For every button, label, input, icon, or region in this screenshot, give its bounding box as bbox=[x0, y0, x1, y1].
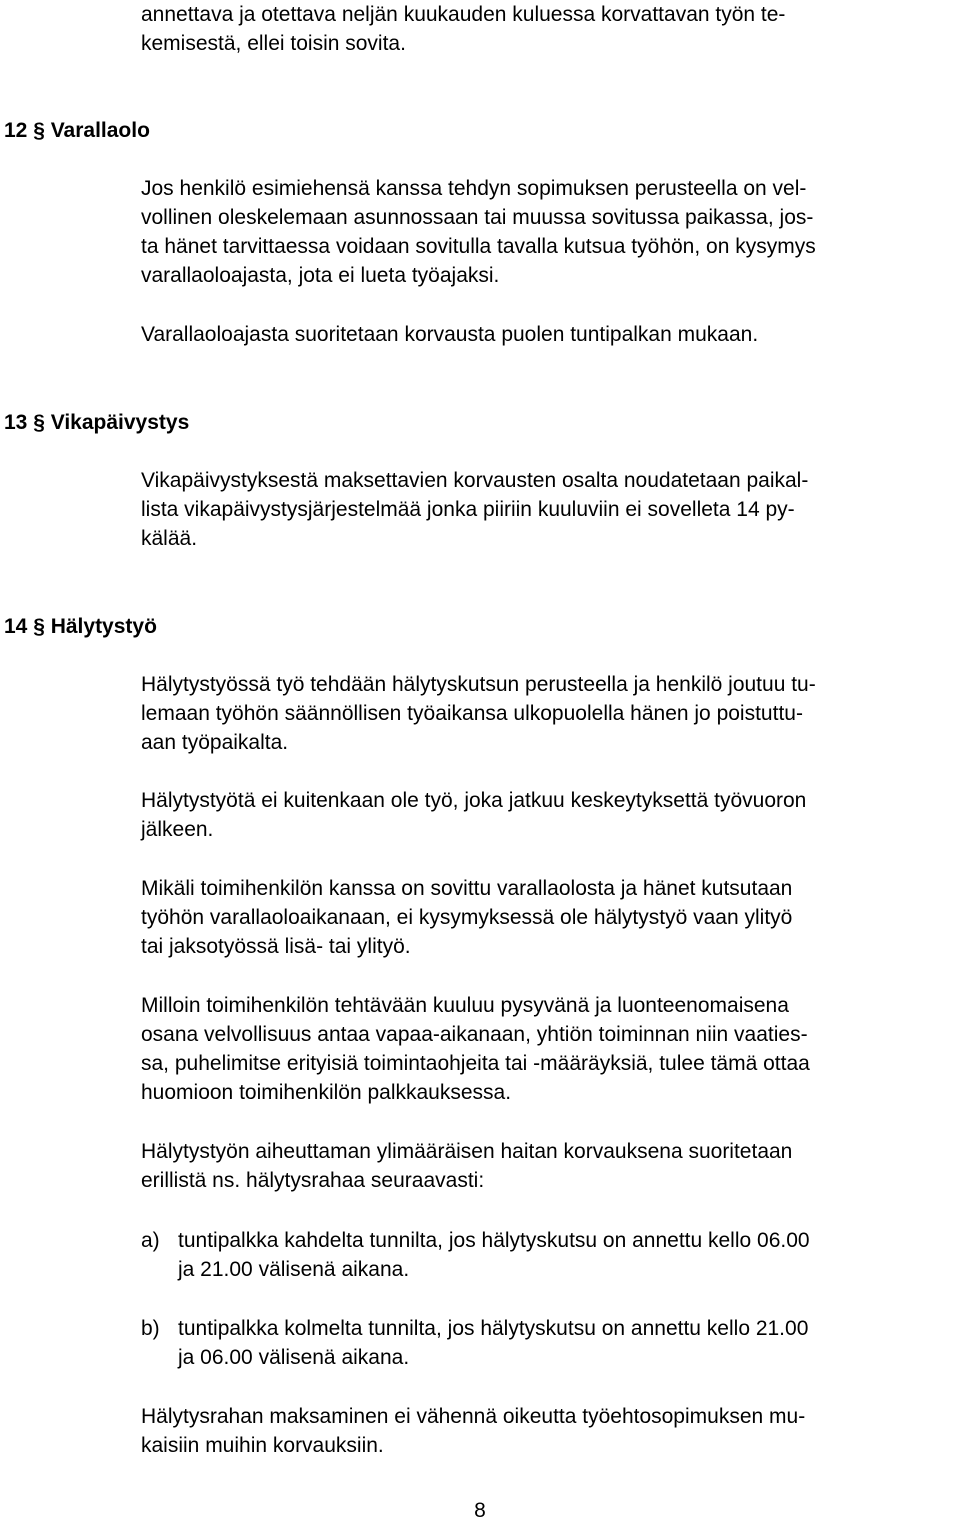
page-number: 8 bbox=[474, 1499, 486, 1522]
list-item-text: tuntipalkka kolmelta tunnilta, jos hälytyskutsu on annettu kello 21.00 ja 06.00 välisenä aikana. bbox=[178, 1317, 809, 1369]
section-heading-halytystyo: 14 § Hälytystyö bbox=[4, 615, 157, 638]
varallaolo-paragraph-2: Varallaoloajasta suoritetaan korvausta puolen tuntipalkan mukaan. bbox=[141, 323, 759, 346]
varallaolo-paragraph-1: Jos henkilö esimiehensä kanssa tehdyn sopimuksen perusteella on vel- vollinen oleskelemaan asunnossaan tai muussa sovitussa paikassa, jos- ta hänet tarvittaessa voidaan sovitulla tavalla kutsua työhön, on kysymys varallaoloajasta, jota ei lueta työajaksi. bbox=[141, 177, 816, 287]
halytystyo-paragraph-1: Hälytystyössä työ tehdään hälytyskutsun perusteella ja henkilö joutuu tu- lemaan työhön säännöllisen työaikansa ulkopuolella hänen jo poistuttu- aan työpaikalta. bbox=[141, 673, 816, 754]
vikapaivystys-paragraph-1: Vikapäivystyksestä maksettavien korvausten osalta noudatetaan paikal- lista vikapäivystysjärjestelmää jonka piiriin kuuluviin ei sovelleta 14 py- kälää. bbox=[141, 469, 809, 550]
halytystyo-closing-paragraph: Hälytysrahan maksaminen ei vähennä oikeutta työehtosopimuksen mu- kaisiin muihin korvauksiin. bbox=[141, 1405, 806, 1457]
list-marker: a) bbox=[141, 1229, 160, 1252]
intro-paragraph: annettava ja otettava neljän kuukauden kuluessa korvattavan työn te- kemisestä, ellei toisin sovita. bbox=[141, 3, 786, 55]
halytystyo-paragraph-2: Hälytystyötä ei kuitenkaan ole työ, joka jatkuu keskeytyksettä työvuoron jälkeen. bbox=[141, 789, 807, 841]
halytystyo-paragraph-3: Mikäli toimihenkilön kanssa on sovittu varallaolosta ja hänet kutsutaan työhön varallaoloaikanaan, ei kysymyksessä ole hälytystyö vaan ylityö tai jaksotyössä lisä- tai ylityö. bbox=[141, 877, 793, 958]
section-heading-vikapaivystys: 13 § Vikapäivystys bbox=[4, 411, 190, 434]
list-item-text: tuntipalkka kahdelta tunnilta, jos hälytyskutsu on annettu kello 06.00 ja 21.00 välisenä aikana. bbox=[178, 1229, 810, 1281]
halytystyo-paragraph-5: Hälytystyön aiheuttaman ylimääräisen haitan korvauksena suoritetaan erillistä ns. hälytysrahaa seuraavasti: bbox=[141, 1140, 793, 1192]
list-marker: b) bbox=[141, 1317, 160, 1340]
halytystyo-paragraph-4: Milloin toimihenkilön tehtävään kuuluu pysyvänä ja luonteenomaisena osana velvollisuus antaa vapaa-aikanaan, yhtiön toiminnan niin vaaties- sa, puhelimitse erityisiä toimintaohjeita tai -määräyksiä, tulee tämä ottaa huomioon toimihenkilön palkkauksessa. bbox=[141, 994, 810, 1104]
section-heading-varallaolo: 12 § Varallaolo bbox=[4, 119, 150, 142]
